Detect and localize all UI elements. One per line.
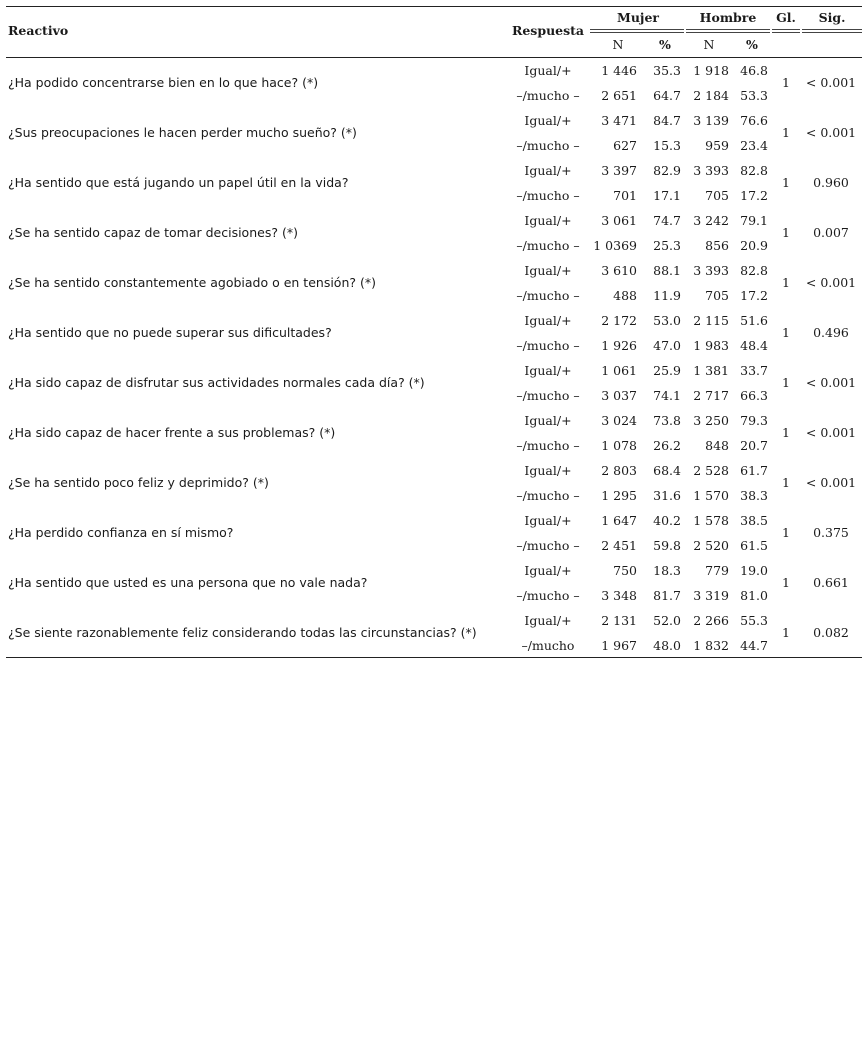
gl-rule-2 [772, 32, 800, 33]
gl-value: 1 [782, 225, 790, 240]
header-reactivo: Reactivo [8, 23, 69, 38]
gl-value: 1 [782, 625, 790, 640]
hombre-n-value: 2 184 [693, 88, 729, 103]
hombre-pct-value: 61.7 [740, 463, 768, 478]
gl-value: 1 [782, 275, 790, 290]
response-label: Igual/+ [524, 263, 572, 278]
mujer-pct-value: 73.8 [653, 413, 681, 428]
gl-value: 1 [782, 575, 790, 590]
hombre-pct-value: 48.4 [740, 338, 768, 353]
mujer-pct-value: 26.2 [653, 438, 681, 453]
sig-rule-2 [802, 32, 862, 33]
question-text: ¿Se ha sentido capaz de tomar decisiones? (*) [8, 225, 298, 240]
header-gl: Gl. [776, 10, 796, 25]
gl-value: 1 [782, 525, 790, 540]
hombre-n-value: 1 983 [693, 338, 729, 353]
mujer-n-value: 2 131 [601, 613, 637, 628]
response-label: –/mucho – [516, 138, 580, 153]
question-text: ¿Ha perdido confianza en sí mismo? [8, 525, 234, 540]
question-text: ¿Se ha sentido constantemente agobiado o en tensión? (*) [8, 275, 376, 290]
gl-rule-1 [772, 29, 800, 30]
hombre-pct-value: 61.5 [740, 538, 768, 553]
sig-value: 0.496 [813, 325, 849, 340]
hombre-n-value: 3 393 [693, 263, 729, 278]
sig-value: < 0.001 [805, 475, 857, 490]
hombre-n-value: 2 266 [693, 613, 729, 628]
question-text: ¿Ha sentido que no puede superar sus dificultades? [8, 325, 332, 340]
response-label: –/mucho – [516, 488, 580, 503]
header-mujer: Mujer [617, 10, 659, 25]
hombre-n-value: 3 319 [693, 588, 729, 603]
mujer-pct-value: 18.3 [653, 563, 681, 578]
question-text: ¿Ha sentido que está jugando un papel útil en la vida? [8, 175, 349, 190]
response-label: –/mucho – [516, 188, 580, 203]
hombre-n-value: 1 578 [693, 513, 729, 528]
hombre-n-value: 705 [705, 188, 729, 203]
mujer-n-value: 627 [613, 138, 637, 153]
hombre-n-value: 1 381 [693, 363, 729, 378]
sig-value: 0.375 [813, 525, 849, 540]
mujer-pct-value: 48.0 [653, 638, 681, 653]
mujer-n-value: 3 397 [601, 163, 637, 178]
hombre-n-value: 959 [705, 138, 729, 153]
mujer-n-value: 3 471 [601, 113, 637, 128]
mujer-pct-value: 35.3 [653, 63, 681, 78]
hombre-n-value: 3 393 [693, 163, 729, 178]
mujer-n-value: 2 803 [601, 463, 637, 478]
mujer-rule-1 [590, 29, 684, 30]
gl-value: 1 [782, 125, 790, 140]
response-label: –/mucho – [516, 88, 580, 103]
hombre-n-value: 1 570 [693, 488, 729, 503]
hombre-pct-value: 82.8 [740, 263, 768, 278]
mujer-n-value: 750 [613, 563, 637, 578]
mujer-n-value: 3 061 [601, 213, 637, 228]
sig-value: 0.661 [813, 575, 849, 590]
gl-value: 1 [782, 475, 790, 490]
hombre-n-value: 2 717 [693, 388, 729, 403]
mujer-pct-value: 82.9 [653, 163, 681, 178]
mujer-pct-value: 74.7 [653, 213, 681, 228]
mujer-n-value: 488 [613, 288, 637, 303]
response-label: Igual/+ [524, 463, 572, 478]
header-hombre-pct: % [746, 37, 758, 52]
mujer-n-value: 1 0369 [593, 238, 637, 253]
response-label: Igual/+ [524, 63, 572, 78]
mujer-n-value: 1 967 [601, 638, 637, 653]
mujer-pct-value: 40.2 [653, 513, 681, 528]
hombre-n-value: 848 [705, 438, 729, 453]
sig-value: < 0.001 [805, 425, 857, 440]
question-text: ¿Ha sentido que usted es una persona que no vale nada? [8, 575, 368, 590]
response-label: Igual/+ [524, 213, 572, 228]
hombre-n-value: 3 250 [693, 413, 729, 428]
mujer-pct-value: 25.3 [653, 238, 681, 253]
mujer-pct-value: 11.9 [653, 288, 681, 303]
response-label: –/mucho – [516, 238, 580, 253]
sig-value: 0.007 [813, 225, 849, 240]
question-text: ¿Ha podido concentrarse bien en lo que hace? (*) [8, 75, 319, 90]
response-label: –/mucho [521, 638, 575, 653]
sig-rule-1 [802, 29, 862, 30]
header-hombre: Hombre [699, 10, 757, 25]
response-label: Igual/+ [524, 113, 572, 128]
mujer-pct-value: 68.4 [653, 463, 681, 478]
mujer-pct-value: 84.7 [653, 113, 681, 128]
mujer-n-value: 1 647 [601, 513, 637, 528]
mujer-pct-value: 59.8 [653, 538, 681, 553]
hombre-pct-value: 20.7 [740, 438, 768, 453]
hombre-pct-value: 17.2 [740, 288, 768, 303]
mujer-pct-value: 88.1 [653, 263, 681, 278]
header-sig: Sig. [818, 10, 846, 25]
hombre-pct-value: 17.2 [740, 188, 768, 203]
hombre-pct-value: 19.0 [740, 563, 768, 578]
mujer-pct-value: 81.7 [653, 588, 681, 603]
hombre-pct-value: 79.1 [740, 213, 768, 228]
question-text: ¿Sus preocupaciones le hacen perder mucho sueño? (*) [8, 125, 357, 140]
mujer-pct-value: 31.6 [653, 488, 681, 503]
mujer-pct-value: 74.1 [653, 388, 681, 403]
mujer-n-value: 1 926 [601, 338, 637, 353]
gl-value: 1 [782, 375, 790, 390]
mujer-n-value: 3 037 [601, 388, 637, 403]
mujer-n-value: 2 172 [601, 313, 637, 328]
bottom-rule [6, 657, 862, 658]
response-label: Igual/+ [524, 163, 572, 178]
header-mujer-n: N [612, 37, 624, 52]
mujer-pct-value: 52.0 [653, 613, 681, 628]
response-label: Igual/+ [524, 413, 572, 428]
response-label: –/mucho – [516, 388, 580, 403]
response-label: –/mucho – [516, 288, 580, 303]
header-respuesta: Respuesta [511, 23, 585, 38]
response-label: –/mucho – [516, 588, 580, 603]
sig-value: 0.960 [813, 175, 849, 190]
response-label: Igual/+ [524, 363, 572, 378]
sig-value: < 0.001 [805, 125, 857, 140]
hombre-n-value: 1 918 [693, 63, 729, 78]
hombre-pct-value: 23.4 [740, 138, 768, 153]
response-label: Igual/+ [524, 313, 572, 328]
mujer-n-value: 1 061 [601, 363, 637, 378]
hombre-n-value: 705 [705, 288, 729, 303]
hombre-n-value: 856 [705, 238, 729, 253]
header-mujer-pct: % [659, 37, 671, 52]
hombre-n-value: 2 520 [693, 538, 729, 553]
gl-value: 1 [782, 175, 790, 190]
question-text: ¿Se siente razonablemente feliz considerando todas las circunstancias? (*) [8, 625, 477, 640]
hombre-n-value: 1 832 [693, 638, 729, 653]
hombre-rule-1 [686, 29, 770, 30]
mujer-pct-value: 25.9 [653, 363, 681, 378]
mujer-n-value: 2 651 [601, 88, 637, 103]
mujer-pct-value: 17.1 [653, 188, 681, 203]
mujer-pct-value: 47.0 [653, 338, 681, 353]
response-label: –/mucho – [516, 338, 580, 353]
header-hombre-n: N [703, 37, 715, 52]
question-text: ¿Ha sido capaz de disfrutar sus actividades normales cada día? (*) [8, 375, 425, 390]
mujer-n-value: 3 610 [601, 263, 637, 278]
mujer-n-value: 1 446 [601, 63, 637, 78]
hombre-pct-value: 38.5 [740, 513, 768, 528]
sig-value: 0.082 [813, 625, 849, 640]
sig-value: < 0.001 [805, 375, 857, 390]
mujer-n-value: 3 348 [601, 588, 637, 603]
hombre-pct-value: 33.7 [740, 363, 768, 378]
gl-value: 1 [782, 75, 790, 90]
response-label: Igual/+ [524, 613, 572, 628]
hombre-pct-value: 76.6 [740, 113, 768, 128]
hombre-pct-value: 79.3 [740, 413, 768, 428]
hombre-pct-value: 81.0 [740, 588, 768, 603]
hombre-pct-value: 55.3 [740, 613, 768, 628]
hombre-n-value: 2 115 [693, 313, 729, 328]
response-label: Igual/+ [524, 513, 572, 528]
hombre-pct-value: 66.3 [740, 388, 768, 403]
mujer-n-value: 1 078 [601, 438, 637, 453]
hombre-pct-value: 20.9 [740, 238, 768, 253]
gl-value: 1 [782, 325, 790, 340]
mujer-pct-value: 15.3 [653, 138, 681, 153]
sig-value: < 0.001 [805, 275, 857, 290]
hombre-pct-value: 38.3 [740, 488, 768, 503]
mujer-pct-value: 53.0 [653, 313, 681, 328]
hombre-n-value: 3 139 [693, 113, 729, 128]
gl-value: 1 [782, 425, 790, 440]
response-label: Igual/+ [524, 563, 572, 578]
hombre-pct-value: 53.3 [740, 88, 768, 103]
hombre-n-value: 2 528 [693, 463, 729, 478]
hombre-pct-value: 51.6 [740, 313, 768, 328]
mujer-n-value: 3 024 [601, 413, 637, 428]
question-text: ¿Ha sido capaz de hacer frente a sus problemas? (*) [8, 425, 336, 440]
mujer-n-value: 701 [613, 188, 637, 203]
response-label: –/mucho – [516, 438, 580, 453]
question-text: ¿Se ha sentido poco feliz y deprimido? (*) [8, 475, 269, 490]
hombre-pct-value: 46.8 [740, 63, 768, 78]
sig-value: < 0.001 [805, 75, 857, 90]
hombre-n-value: 3 242 [693, 213, 729, 228]
mujer-n-value: 1 295 [601, 488, 637, 503]
hombre-pct-value: 44.7 [740, 638, 768, 653]
hombre-n-value: 779 [705, 563, 729, 578]
hombre-pct-value: 82.8 [740, 163, 768, 178]
mujer-pct-value: 64.7 [653, 88, 681, 103]
response-label: –/mucho – [516, 538, 580, 553]
mujer-n-value: 2 451 [601, 538, 637, 553]
